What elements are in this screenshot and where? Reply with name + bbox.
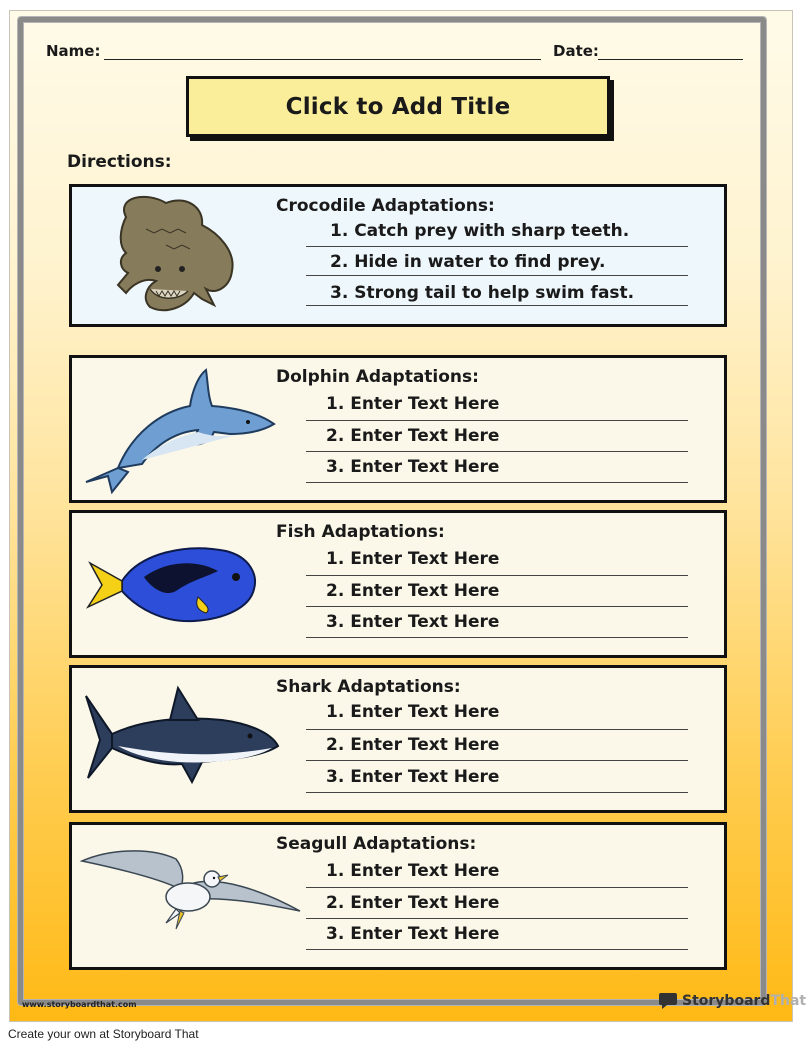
page-title[interactable]: Click to Add Title — [285, 93, 511, 120]
list-item[interactable]: 2. Hide in water to find prey. — [330, 252, 606, 272]
answer-line — [306, 420, 688, 421]
answer-line — [306, 246, 688, 247]
card-dolphin — [69, 355, 727, 503]
answer-line — [306, 729, 688, 730]
shark-icon — [82, 684, 282, 788]
speech-bubble-icon — [658, 992, 678, 1010]
list-item[interactable]: 3. Enter Text Here — [326, 612, 500, 632]
date-label: Date: — [553, 42, 599, 60]
list-item[interactable]: 1. Enter Text Here — [326, 702, 500, 722]
answer-line — [306, 305, 688, 306]
list-item[interactable]: 2. Enter Text Here — [326, 735, 500, 755]
card-title: Seagull Adaptations: — [276, 834, 477, 854]
site-url: www.storyboardthat.com — [22, 1000, 137, 1009]
storyboard-logo[interactable] — [658, 992, 806, 1010]
answer-line — [306, 275, 688, 276]
seagull-icon — [80, 839, 304, 933]
list-item[interactable]: 1. Catch prey with sharp teeth. — [330, 221, 630, 241]
answer-line — [306, 606, 688, 607]
list-item[interactable]: 1. Enter Text Here — [326, 549, 500, 569]
answer-line — [306, 482, 688, 483]
dolphin-icon — [80, 364, 280, 494]
list-item[interactable]: 1. Enter Text Here — [326, 394, 500, 414]
answer-line — [306, 918, 688, 919]
directions-label: Directions: — [67, 152, 172, 172]
name-label: Name: — [46, 42, 101, 60]
card-title: Shark Adaptations: — [276, 677, 461, 697]
crocodile-icon — [106, 189, 246, 319]
brand-name: Storyboard — [682, 993, 771, 1009]
card-crocodile — [69, 184, 727, 327]
list-item[interactable]: 3. Enter Text Here — [326, 924, 500, 944]
caption[interactable]: Create your own at Storyboard That — [8, 1027, 199, 1041]
card-seagull — [69, 822, 727, 970]
answer-line — [306, 637, 688, 638]
answer-line — [306, 792, 688, 793]
answer-line — [306, 887, 688, 888]
title-box[interactable] — [186, 76, 610, 137]
brand-suffix: That — [770, 993, 806, 1009]
list-item[interactable]: 3. Enter Text Here — [326, 767, 500, 787]
card-title: Crocodile Adaptations: — [276, 196, 495, 216]
card-title: Dolphin Adaptations: — [276, 367, 479, 387]
answer-line — [306, 949, 688, 950]
list-item[interactable]: 3. Enter Text Here — [326, 457, 500, 477]
card-title: Fish Adaptations: — [276, 522, 445, 542]
date-field[interactable] — [598, 59, 743, 60]
list-item[interactable]: 2. Enter Text Here — [326, 581, 500, 601]
name-field[interactable] — [104, 59, 541, 60]
answer-line — [306, 575, 688, 576]
card-fish — [69, 510, 727, 658]
list-item[interactable]: 3. Strong tail to help swim fast. — [330, 283, 635, 303]
list-item[interactable]: 2. Enter Text Here — [326, 426, 500, 446]
answer-line — [306, 760, 688, 761]
card-shark — [69, 665, 727, 813]
fish-icon — [86, 541, 258, 625]
list-item[interactable]: 2. Enter Text Here — [326, 893, 500, 913]
answer-line — [306, 451, 688, 452]
list-item[interactable]: 1. Enter Text Here — [326, 861, 500, 881]
